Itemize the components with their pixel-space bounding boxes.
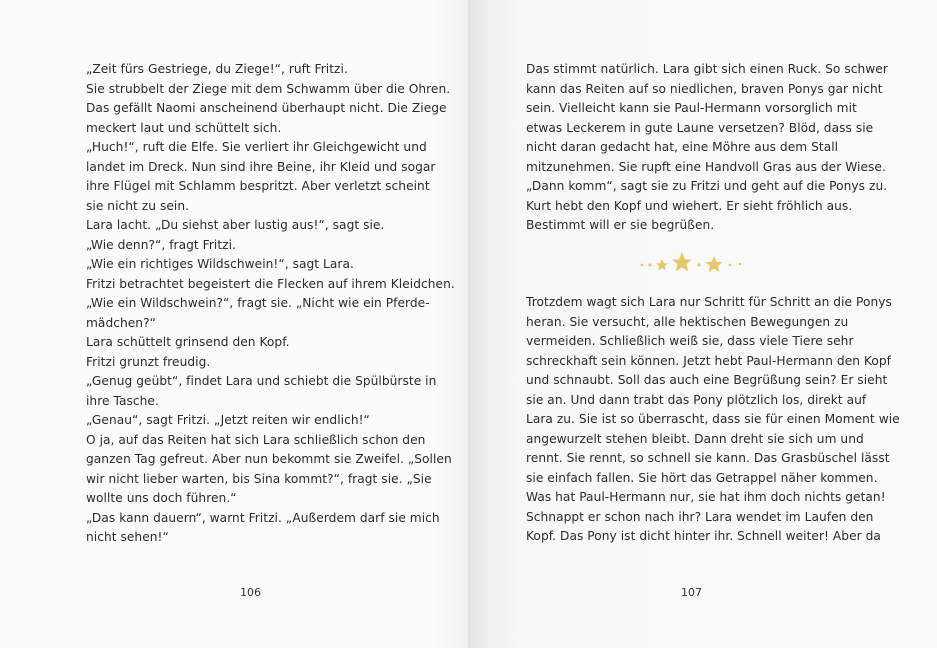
- text-line: O ja, auf das Reiten hat sich Lara schließlich schon den: [86, 432, 426, 447]
- text-line: Kurt hebt den Kopf und wiehert. Er sieht fröhlich aus.: [526, 198, 853, 213]
- large-star-icon: [672, 252, 692, 272]
- text-line: sie an. Und dann trabt das Pony plötzlich los, direkt auf: [526, 392, 867, 407]
- text-line: Trotzdem wagt sich Lara nur Schritt für Schritt an die Ponys: [526, 295, 892, 309]
- text-line: „Wie ein richtiges Wildschwein!“, sagt Lara.: [86, 257, 354, 271]
- text-line: ihre Flügel mit Schlamm bespritzt. Aber verletzt scheint: [86, 179, 430, 193]
- text-line: ganzen Tag gefreut. Aber nun bekommt sie Zweifel. „Sollen: [86, 452, 452, 466]
- right-page-number: 107: [681, 586, 702, 599]
- text-line: „Dann komm“, sagt sie zu Fritzi und geht auf die Ponys zu.: [526, 179, 888, 193]
- text-line: „Das kann dauern“, warnt Fritzi. „Außerdem darf sie mich: [86, 510, 440, 525]
- text-line: ihre Tasche.: [86, 393, 159, 408]
- text-line: rennt. Sie rennt, so schnell sie kann. Das Grasbüschel lässt: [526, 451, 890, 465]
- star-dot: [641, 264, 644, 267]
- left-page: [0, 0, 468, 648]
- text-line: sie einfach fallen. Sie hört das Getrappel näher kommen.: [526, 470, 878, 485]
- text-line: sie nicht zu sein.: [86, 198, 190, 213]
- text-line: Das stimmt natürlich. Lara gibt sich einen Ruck. So schwer: [526, 62, 888, 76]
- text-line: Was hat Paul-Hermann nur, sie hat ihm doch nichts getan!: [526, 490, 886, 504]
- text-line: landet im Dreck. Nun sind ihre Beine, ihr Kleid und sogar: [86, 159, 436, 174]
- text-line: Fritzi grunzt freudig.: [86, 354, 211, 369]
- text-line: Das gefällt Naomi anscheinend überhaupt nicht. Die Ziege: [86, 101, 447, 115]
- text-line: „Huch!“, ruft die Elfe. Sie verliert ihr Gleichgewicht und: [86, 140, 427, 154]
- text-line: wollte uns doch führen.“: [86, 491, 237, 505]
- right-page-text-top: [526, 60, 888, 236]
- star-dot: [697, 263, 700, 266]
- text-line: „Wie denn?“, fragt Fritzi.: [86, 237, 236, 252]
- text-line: etwas Leckerem in gute Laune versetzen? Blöd, dass sie: [526, 120, 874, 135]
- right-page: [468, 0, 937, 648]
- text-line: Lara lacht. „Du siehst aber lustig aus!“, sagt sie.: [86, 218, 385, 232]
- text-line: und schnaubt. Soll das auch eine Begrüßung sein? Er sieht: [526, 373, 888, 387]
- text-line: Lara zu. Sie ist so überrascht, dass sie für einen Moment wie: [526, 412, 900, 426]
- text-line: Schnappt er schon nach ihr? Lara wendet im Laufen den: [526, 509, 874, 524]
- text-line: „Zeit fürs Gestriege, du Ziege!“, ruft Fritzi.: [86, 62, 348, 76]
- small-star-icon: [656, 259, 668, 271]
- text-line: meckert laut und schüttelt sich.: [86, 120, 282, 135]
- star-dot: [648, 263, 651, 266]
- text-line: Sie strubbelt der Ziege mit dem Schwamm über die Ohren.: [86, 81, 451, 96]
- text-line: „Genug geübt“, findet Lara und schiebt die Spülbürste in: [86, 374, 437, 388]
- text-line: kann das Reiten auf so niedlichen, braven Ponys gar nicht: [526, 81, 883, 96]
- star-dot: [739, 263, 742, 266]
- right-page-text-bottom: [526, 293, 900, 547]
- text-line: Lara schüttelt grinsend den Kopf.: [86, 335, 290, 349]
- text-line: „Wie ein Wildschwein?“, fragt sie. „Nicht wie ein Pferde-: [86, 296, 430, 310]
- text-line: „Genau“, sagt Fritzi. „Jetzt reiten wir endlich!“: [86, 413, 370, 427]
- text-line: angewurzelt stehen bleibt. Dann dreht sie sich um und: [526, 431, 864, 446]
- text-line: Fritzi betrachtet begeistert die Flecken auf ihrem Kleidchen.: [86, 276, 455, 291]
- medium-star-icon: [706, 256, 723, 272]
- text-line: mitzunehmen. Sie rupft eine Handvoll Gras aus der Wiese.: [526, 159, 886, 174]
- text-line: Kopf. Das Pony ist dicht hinter ihr. Schnell weiter! Aber da: [526, 529, 881, 543]
- gold-stars-divider-icon: [636, 250, 746, 276]
- text-line: schreckhaft sein können. Jetzt hebt Paul-Hermann den Kopf: [526, 353, 892, 368]
- text-line: wir nicht lieber warten, bis Sina kommt?“, fragt sie. „Sie: [86, 471, 432, 486]
- text-line: heran. Sie versucht, alle hektischen Bewegungen zu: [526, 314, 849, 329]
- text-line: nicht sehen!“: [86, 530, 169, 544]
- text-line: vermeiden. Schließlich weiß sie, dass viele Tiere sehr: [526, 334, 854, 348]
- left-page-number: 106: [240, 586, 261, 599]
- text-line: mädchen?“: [86, 315, 156, 330]
- text-line: Bestimmt will er sie begrüßen.: [526, 218, 715, 232]
- text-line: sein. Vielleicht kann sie Paul-Hermann vorsorglich mit: [526, 101, 857, 115]
- star-dot: [729, 264, 732, 267]
- text-line: nicht daran gedacht hat, eine Möhre aus dem Stall: [526, 140, 839, 154]
- left-page-text: [86, 60, 455, 548]
